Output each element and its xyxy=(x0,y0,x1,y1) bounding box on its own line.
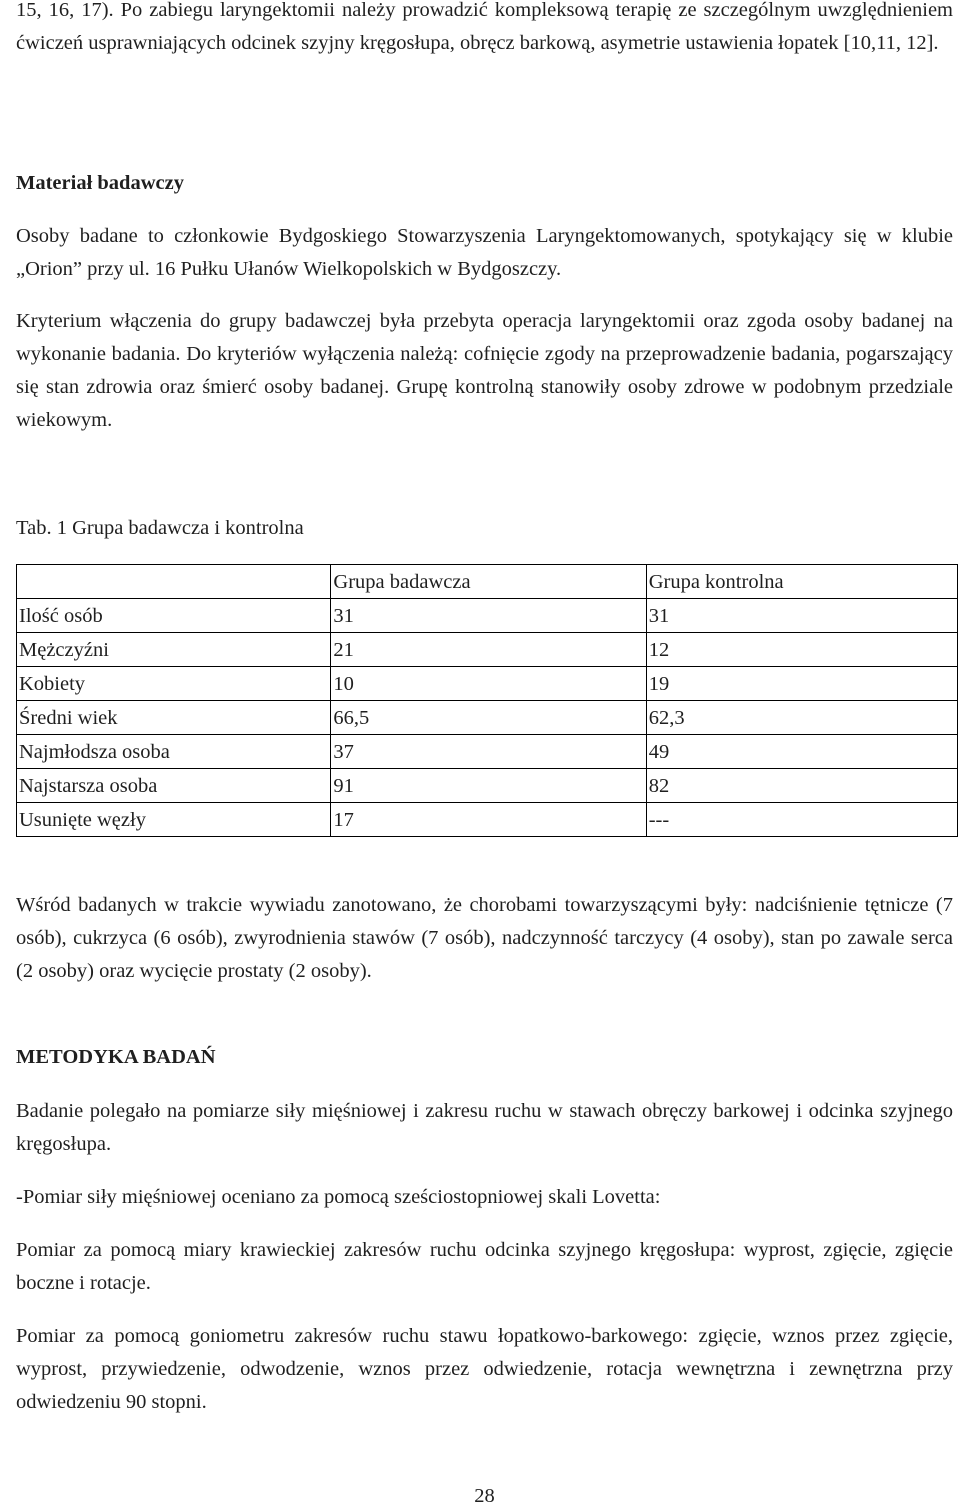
table-cell: 21 xyxy=(331,633,646,667)
material-paragraph-2: Kryterium włączenia do grupy badawczej była przebyta operacja laryngektomii oraz zgoda osoby badanej na wykonanie badania. Do kryteriów wyłączenia należą: cofnięcie zgody na przeprowadzenie badania, pogarszający się stan zdrowia oraz śmierć osoby badanej. Grupę kontrolną stanowiły osoby zdrowe w podobnym przedziale wiekowym. xyxy=(16,310,953,431)
table-row xyxy=(17,769,958,803)
table-cell: --- xyxy=(646,803,957,837)
table-cell: Najmłodsza osoba xyxy=(17,735,331,769)
table-row xyxy=(17,803,958,837)
table-row xyxy=(17,599,958,633)
methods-paragraph-2: -Pomiar siły mięśniowej oceniano za pomocą sześciostopniowej skali Lovetta: xyxy=(16,1186,661,1208)
table-row xyxy=(17,735,958,769)
table-header-cell: Grupa kontrolna xyxy=(646,565,957,599)
methods-paragraph-1: Badanie polegało na pomiarze siły mięśniowej i zakresu ruchu w stawach obręczy barkowej i odcinka szyjnego kręgosłupa. xyxy=(16,1100,953,1155)
table-cell: 12 xyxy=(646,633,957,667)
table-row xyxy=(17,701,958,735)
table-cell: Ilość osób xyxy=(17,599,331,633)
table-caption: Tab. 1 Grupa badawcza i kontrolna xyxy=(16,517,304,539)
table-cell: 17 xyxy=(331,803,646,837)
table-cell: Kobiety xyxy=(17,667,331,701)
table-cell: Najstarsza osoba xyxy=(17,769,331,803)
table-cell: 62,3 xyxy=(646,701,957,735)
table-cell: 82 xyxy=(646,769,957,803)
material-heading: Materiał badawczy xyxy=(16,172,184,194)
methods-heading: METODYKA BADAŃ xyxy=(16,1046,216,1068)
table-header-row xyxy=(17,565,958,599)
group-table xyxy=(16,564,958,837)
table-cell: Mężczyźni xyxy=(17,633,331,667)
table-cell: 49 xyxy=(646,735,957,769)
table-cell: 31 xyxy=(331,599,646,633)
material-paragraph-1: Osoby badane to członkowie Bydgoskiego Stowarzyszenia Laryngektomowanych, spotykający się w klubie „Orion” przy ul. 16 Pułku Ułanów Wielkopolskich w Bydgoszczy. xyxy=(16,225,953,280)
table-cell: Usunięte węzły xyxy=(17,803,331,837)
table-cell: Średni wiek xyxy=(17,701,331,735)
comorbidity-paragraph: Wśród badanych w trakcie wywiadu zanotowano, że chorobami towarzyszącymi były: nadciśnienie tętnicze (7 osób), cukrzyca (6 osób), zwyrodnienia stawów (7 osób), nadczynność tarczycy (4 osoby), stan po zawale serca (2 osoby) oraz wycięcie prostaty (2 osoby). xyxy=(16,894,953,982)
table-cell: 91 xyxy=(331,769,646,803)
table-cell: 66,5 xyxy=(331,701,646,735)
page-number: 28 xyxy=(474,1485,495,1507)
table-cell: 37 xyxy=(331,735,646,769)
intro-paragraph: 15, 16, 17). Po zabiegu laryngektomii należy prowadzić kompleksową terapię ze szczególnym uwzględnieniem ćwiczeń usprawniających odcinek szyjny kręgosłupa, obręcz barkową, asymetrie ustawienia łopatek [10,11, 12]. xyxy=(16,0,953,54)
table-cell: 31 xyxy=(646,599,957,633)
table-row xyxy=(17,633,958,667)
methods-paragraph-3: Pomiar za pomocą miary krawieckiej zakresów ruchu odcinka szyjnego kręgosłupa: wyprost, zgięcie, zgięcie boczne i rotacje. xyxy=(16,1239,953,1294)
table-row xyxy=(17,667,958,701)
table-header-cell: Grupa badawcza xyxy=(331,565,646,599)
table-cell: 19 xyxy=(646,667,957,701)
table-header-cell xyxy=(17,565,331,599)
table-cell: 10 xyxy=(331,667,646,701)
methods-paragraph-4: Pomiar za pomocą goniometru zakresów ruchu stawu łopatkowo-barkowego: zgięcie, wznos przez zgięcie, wyprost, przywiedzenie, odwodzenie, wznos przez odwiedzenie, rotacja wewnętrzna i zewnętrzna przy odwiedzeniu 90 stopni. xyxy=(16,1325,953,1413)
